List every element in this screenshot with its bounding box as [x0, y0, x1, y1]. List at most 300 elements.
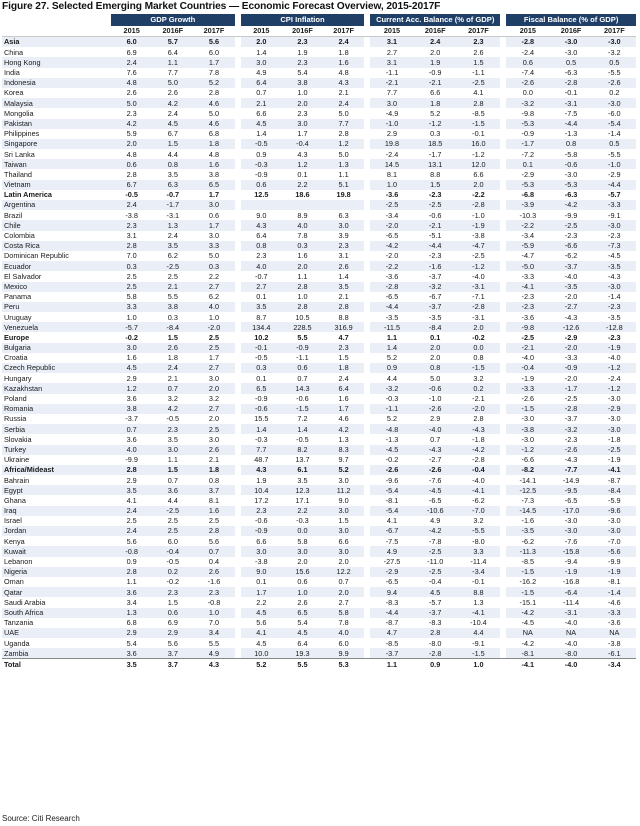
value-cell: -3.1 [457, 282, 500, 292]
row-label: Costa Rica [2, 241, 111, 251]
value-cell: 1.4 [256, 47, 267, 57]
value-cell: 0.7 [111, 424, 152, 434]
table-row [2, 282, 636, 292]
year-header: 2017F [593, 26, 636, 37]
value-cell: 3.0 [208, 231, 220, 240]
value-cell: -8.1 [506, 648, 549, 659]
value-cell: -2.0 [370, 220, 413, 230]
value-cell: -3.0 [608, 414, 621, 424]
value-cell: 0.7 [430, 434, 441, 444]
value-cell: 12.2 [323, 567, 364, 577]
value-cell: 4.0 [111, 445, 152, 455]
value-cell: -2.5 [414, 546, 457, 556]
value-cell: -8.3 [385, 597, 399, 607]
table-row [2, 332, 636, 342]
value-cell: -3.2 [549, 424, 592, 434]
value-cell: -1.9 [549, 567, 592, 577]
value-cell: 14.5 [370, 159, 413, 169]
value-cell: 2.5 [167, 271, 178, 281]
row-label: Lebanon [4, 557, 33, 566]
value-cell: -2.1 [414, 220, 457, 230]
table-row [2, 516, 636, 526]
value-cell: -1.1 [296, 353, 309, 363]
value-cell: -0.9 [282, 343, 323, 353]
value-cell: 0.5 [593, 57, 636, 67]
value-cell: -5.9 [608, 495, 621, 505]
value-cell: 0.0 [457, 343, 500, 353]
table-row [2, 475, 636, 485]
value-cell: 6.4 [256, 231, 267, 240]
row-label: Iraq [2, 506, 111, 516]
value-cell: 4.9 [193, 648, 234, 659]
value-cell: -14.9 [562, 475, 580, 485]
value-cell: 4.5 [111, 363, 152, 373]
value-cell: 3.5 [111, 659, 152, 670]
value-cell: -1.2 [457, 261, 500, 271]
group-header-cpi: CPI Inflation [241, 14, 364, 26]
value-cell: -4.3 [414, 445, 457, 455]
value-cell: 0.3 [167, 312, 178, 322]
value-cell: 2.5 [193, 343, 234, 353]
value-cell: -2.8 [457, 302, 500, 312]
value-cell: 0.8 [473, 353, 484, 363]
value-cell: 5.0 [111, 98, 152, 108]
value-cell: 1.1 [167, 455, 178, 465]
value-cell: -8.5 [385, 638, 399, 648]
value-cell: -2.2 [506, 220, 549, 230]
value-cell: 2.6 [152, 343, 193, 353]
value-cell: 0.1 [256, 373, 267, 383]
value-cell: 1.8 [193, 465, 234, 475]
value-cell: 1.3 [323, 159, 364, 169]
value-cell: 1.0 [208, 312, 220, 322]
value-cell: 2.0 [323, 587, 364, 597]
value-cell: 0.8 [208, 475, 220, 485]
row-label: Africa/Mideast [2, 465, 111, 475]
value-cell: -2.9 [564, 332, 578, 342]
value-cell: 3.0 [323, 220, 364, 230]
value-cell: -4.3 [457, 424, 500, 434]
value-cell: 3.2 [473, 373, 484, 383]
value-cell: 5.2 [241, 659, 282, 670]
value-cell: 1.5 [167, 332, 178, 342]
value-cell: 9.0 [338, 495, 349, 505]
forecast-table [2, 14, 636, 670]
value-cell: -3.6 [385, 190, 399, 200]
table-row [2, 536, 636, 546]
row-label: Zambia [2, 648, 111, 659]
value-cell: 1.0 [457, 659, 500, 670]
value-cell: 48.7 [254, 455, 269, 465]
table-row [2, 241, 636, 251]
value-cell: -3.0 [549, 37, 592, 48]
value-cell: 0.8 [414, 363, 457, 373]
value-cell: 7.0 [126, 251, 137, 261]
table-row [2, 251, 636, 261]
value-cell: 5.0 [208, 108, 220, 118]
row-label: UAE [2, 628, 111, 638]
value-cell: 2.8 [193, 526, 234, 536]
row-label: Egypt [2, 485, 111, 495]
row-label: Tanzania [4, 618, 34, 628]
table-row [2, 506, 636, 516]
value-cell: -6.1 [593, 648, 636, 659]
value-cell: 7.8 [208, 68, 220, 77]
value-cell: 1.3 [473, 597, 484, 607]
value-cell: 3.6 [152, 485, 193, 495]
value-cell: -2.4 [521, 47, 535, 57]
value-cell: -8.7 [385, 618, 399, 628]
table-body [2, 37, 636, 670]
value-cell: -7.0 [608, 536, 621, 546]
value-cell: 2.3 [323, 241, 364, 251]
value-cell: 9.0 [241, 567, 282, 577]
value-cell: 2.1 [167, 373, 178, 383]
value-cell: -2.5 [521, 332, 535, 342]
table-row [2, 190, 636, 200]
table-row [2, 648, 636, 659]
value-cell: -0.5 [166, 557, 180, 566]
value-cell: 0.7 [167, 475, 178, 485]
value-cell: 2.0 [111, 139, 152, 149]
value-cell: 8.8 [457, 587, 500, 597]
value-cell: -3.0 [521, 414, 535, 424]
value-cell: -2.6 [414, 465, 457, 475]
value-cell: -3.7 [549, 261, 592, 271]
table-row [2, 659, 636, 670]
value-cell: 4.5 [256, 638, 267, 648]
table-row [2, 149, 636, 159]
value-cell: -8.1 [385, 495, 399, 505]
value-cell: 3.3 [457, 546, 500, 556]
value-cell: -1.5 [506, 587, 549, 597]
value-cell: -4.0 [549, 659, 592, 670]
value-cell: 2.3 [152, 587, 193, 597]
value-cell: -2.5 [564, 394, 578, 403]
value-cell: 1.7 [208, 190, 220, 200]
value-cell: 2.5 [152, 526, 193, 536]
value-cell: -2.9 [521, 169, 535, 179]
value-cell: 13.7 [295, 455, 310, 465]
value-cell: 6.7 [111, 180, 152, 190]
table-row [2, 546, 636, 556]
value-cell: 1.5 [457, 57, 500, 67]
value-cell: -2.4 [608, 373, 621, 383]
value-cell: -7.2 [521, 149, 535, 159]
value-cell: 0.6 [152, 608, 193, 618]
value-cell: NA [549, 628, 592, 638]
value-cell: 1.6 [338, 394, 349, 403]
row-label: Oman [4, 577, 24, 587]
table-row [2, 180, 636, 190]
value-cell: 2.9 [430, 414, 441, 424]
value-cell: 1.0 [297, 88, 308, 98]
value-cell: -3.6 [608, 618, 621, 628]
value-cell: 5.5 [297, 332, 308, 342]
value-cell: -2.5 [414, 567, 457, 577]
table-row [2, 57, 636, 67]
value-cell: -8.7 [608, 475, 621, 485]
value-cell: -2.5 [472, 251, 485, 261]
value-cell: 10.5 [295, 312, 310, 322]
value-cell: 3.0 [338, 475, 349, 485]
row-label: Malaysia [2, 98, 111, 108]
value-cell: -8.4 [152, 322, 193, 332]
value-cell: -3.1 [472, 312, 485, 322]
value-cell: 3.7 [193, 485, 234, 495]
value-cell: -1.2 [472, 149, 485, 159]
row-label: Argentina [2, 200, 111, 210]
value-cell: 15.6 [282, 567, 323, 577]
row-label: Hungary [4, 373, 32, 383]
value-cell: 3.0 [193, 200, 234, 210]
value-cell: 1.2 [323, 139, 364, 149]
value-cell: -2.3 [506, 302, 549, 312]
table-row [2, 638, 636, 648]
row-label: Poland [4, 394, 27, 403]
value-cell: -3.0 [593, 282, 636, 292]
value-cell: 4.4 [386, 373, 398, 383]
value-cell: -14.5 [506, 506, 549, 516]
value-cell: 0.3 [430, 129, 441, 139]
value-cell: -1.2 [593, 383, 636, 393]
value-cell: 2.0 [430, 47, 441, 57]
value-cell: 2.8 [323, 302, 364, 312]
value-cell: 5.2 [323, 465, 364, 475]
value-cell: NA [506, 628, 549, 638]
row-label: Korea [4, 88, 24, 98]
value-cell: -2.8 [549, 78, 592, 88]
value-cell: 3.2 [167, 394, 178, 403]
value-cell: 5.1 [323, 180, 364, 190]
value-cell: 0.1 [256, 577, 267, 587]
value-cell: -0.4 [428, 577, 442, 587]
value-cell: 6.1 [282, 465, 323, 475]
value-cell: 0.1 [506, 159, 549, 169]
value-cell: -6.5 [385, 292, 399, 302]
table-row [2, 445, 636, 455]
value-cell: 6.0 [338, 638, 349, 648]
value-cell: 2.0 [241, 37, 282, 48]
value-cell: -6.7 [370, 526, 413, 536]
year-header: 2017F [323, 26, 364, 37]
value-cell: -3.2 [506, 98, 549, 108]
row-label: Hong Kong [2, 57, 111, 67]
value-cell: -2.1 [370, 78, 413, 88]
value-cell: 4.3 [323, 78, 364, 88]
value-cell: -3.0 [608, 516, 621, 526]
value-cell: 0.1 [256, 292, 267, 302]
row-label: China [4, 47, 24, 57]
value-cell: -2.5 [593, 445, 636, 455]
value-cell: -5.5 [608, 149, 621, 159]
value-cell: 6.6 [256, 108, 267, 118]
value-cell: 9.9 [323, 648, 364, 659]
value-cell: 2.1 [338, 292, 349, 302]
value-cell: 1.1 [126, 577, 137, 587]
value-cell: 19.8 [370, 139, 413, 149]
value-cell: 5.4 [297, 68, 308, 77]
value-cell: 0.9 [370, 363, 413, 373]
value-cell: 2.0 [282, 98, 323, 108]
table-row [2, 210, 636, 220]
value-cell: -3.0 [564, 47, 578, 57]
row-label: Turkey [2, 445, 111, 455]
value-cell: 3.0 [208, 434, 220, 444]
value-cell: 2.0 [338, 557, 349, 566]
value-cell: 4.2 [111, 119, 152, 129]
value-cell: 1.7 [193, 220, 234, 230]
value-cell: -3.5 [506, 526, 549, 536]
value-cell: 0.7 [297, 373, 308, 383]
value-cell: 6.0 [208, 47, 220, 57]
value-cell: 2.8 [111, 567, 152, 577]
value-cell: 6.6 [338, 536, 349, 546]
value-cell: -2.0 [457, 404, 500, 414]
value-cell: 2.8 [208, 88, 220, 98]
value-cell: 5.2 [386, 414, 398, 424]
value-cell: -0.4 [506, 363, 549, 373]
value-cell: 4.6 [193, 98, 234, 108]
value-cell: 2.8 [338, 129, 349, 139]
value-cell: -4.0 [414, 424, 457, 434]
value-cell: -3.8 [472, 231, 485, 240]
value-cell: 1.7 [208, 353, 220, 363]
table-row [2, 618, 636, 628]
value-cell: 6.0 [167, 536, 178, 546]
value-cell: 0.6 [282, 363, 323, 373]
value-cell: -0.9 [521, 129, 535, 139]
value-cell: -3.0 [593, 98, 636, 108]
value-cell: 4.2 [152, 404, 193, 414]
value-cell: 134.4 [241, 322, 282, 332]
value-cell: -9.1 [608, 210, 621, 220]
value-cell: 1.0 [297, 292, 308, 302]
row-label: Croatia [4, 353, 28, 363]
value-cell: 2.3 [323, 343, 364, 353]
value-cell: 15.5 [254, 414, 269, 424]
value-cell: 5.8 [323, 608, 364, 618]
value-cell: 1.8 [193, 139, 234, 149]
value-cell: 1.0 [126, 312, 137, 322]
value-cell: -15.1 [519, 597, 537, 607]
value-cell: -6.8 [521, 190, 535, 200]
value-cell: 4.1 [126, 495, 137, 505]
value-cell: -3.4 [457, 567, 500, 577]
value-cell: 4.7 [370, 628, 413, 638]
value-cell: 0.6 [297, 577, 308, 587]
value-cell: -4.5 [608, 251, 621, 261]
value-cell: 3.6 [126, 434, 137, 444]
value-cell: 2.4 [167, 108, 178, 118]
value-cell: -1.4 [608, 129, 621, 139]
value-cell: 18.5 [414, 139, 457, 149]
group-header-fiscal: Fiscal Balance (% of GDP) [506, 14, 636, 26]
value-cell: 8.9 [297, 210, 308, 220]
table-row [2, 169, 636, 179]
value-cell: 2.0 [414, 343, 457, 353]
value-cell: 2.3 [282, 37, 323, 48]
value-cell: 2.9 [111, 628, 152, 638]
value-cell: 3.6 [126, 394, 137, 403]
value-cell: -1.7 [549, 383, 592, 393]
value-cell: -4.1 [457, 485, 500, 495]
value-cell: -2.6 [549, 445, 592, 455]
value-cell: -7.1 [472, 292, 485, 302]
value-cell: -9.4 [564, 557, 578, 566]
value-cell: -2.9 [593, 404, 636, 414]
value-cell: -5.4 [370, 506, 413, 516]
value-cell: -3.3 [506, 383, 549, 393]
value-cell: -2.0 [385, 251, 399, 261]
value-cell: -5.3 [506, 119, 549, 129]
value-cell: 16.0 [457, 139, 500, 149]
value-cell: -1.9 [593, 343, 636, 353]
row-label: Colombia [4, 231, 35, 240]
value-cell: -0.6 [255, 516, 268, 526]
value-cell: 4.4 [167, 495, 178, 505]
value-cell: -4.2 [414, 526, 457, 536]
value-cell: 1.8 [167, 353, 178, 363]
value-cell: 1.6 [193, 159, 234, 169]
value-cell: -3.8 [125, 210, 138, 220]
value-cell: -3.5 [385, 312, 399, 322]
value-cell: 2.0 [457, 180, 500, 190]
value-cell: 2.9 [126, 373, 137, 383]
value-cell: 4.5 [282, 628, 323, 638]
value-cell: 2.7 [338, 597, 349, 607]
value-cell: -8.0 [549, 648, 592, 659]
value-cell [282, 200, 323, 210]
value-cell: 228.5 [282, 322, 323, 332]
value-cell: -0.1 [564, 88, 578, 98]
value-cell: -3.7 [428, 271, 442, 281]
value-cell: 3.8 [111, 404, 152, 414]
value-cell: 3.7 [152, 659, 193, 670]
value-cell: 2.2 [282, 506, 323, 516]
value-cell: -4.9 [385, 108, 399, 118]
value-cell: -3.7 [564, 414, 578, 424]
value-cell: 4.1 [241, 628, 282, 638]
value-cell: 3.0 [111, 343, 152, 353]
value-cell: 2.9 [386, 129, 398, 139]
table-row [2, 628, 636, 638]
value-cell: 4.3 [297, 149, 308, 159]
value-cell: -0.8 [207, 597, 221, 607]
value-cell: -4.3 [564, 455, 578, 465]
row-label: Pakistan [2, 119, 111, 129]
value-cell: 0.8 [549, 139, 592, 149]
value-cell: -5.7 [428, 597, 442, 607]
value-cell: -4.2 [549, 200, 592, 210]
value-cell: -9.5 [549, 485, 592, 495]
value-cell: -1.3 [385, 434, 399, 444]
value-cell: 6.5 [193, 180, 234, 190]
value-cell: -5.4 [593, 119, 636, 129]
value-cell: -4.5 [370, 445, 413, 455]
value-cell: -1.6 [521, 516, 535, 526]
value-cell: 2.7 [193, 363, 234, 373]
value-cell: 0.2 [152, 567, 193, 577]
value-cell: -5.5 [457, 526, 500, 536]
table-row [2, 159, 636, 169]
value-cell: -4.0 [564, 271, 578, 281]
value-cell: -1.0 [593, 159, 636, 169]
table-row [2, 231, 636, 241]
value-cell: 4.8 [208, 149, 220, 159]
year-header: 2016F [549, 26, 592, 37]
value-cell: -4.2 [506, 608, 549, 618]
